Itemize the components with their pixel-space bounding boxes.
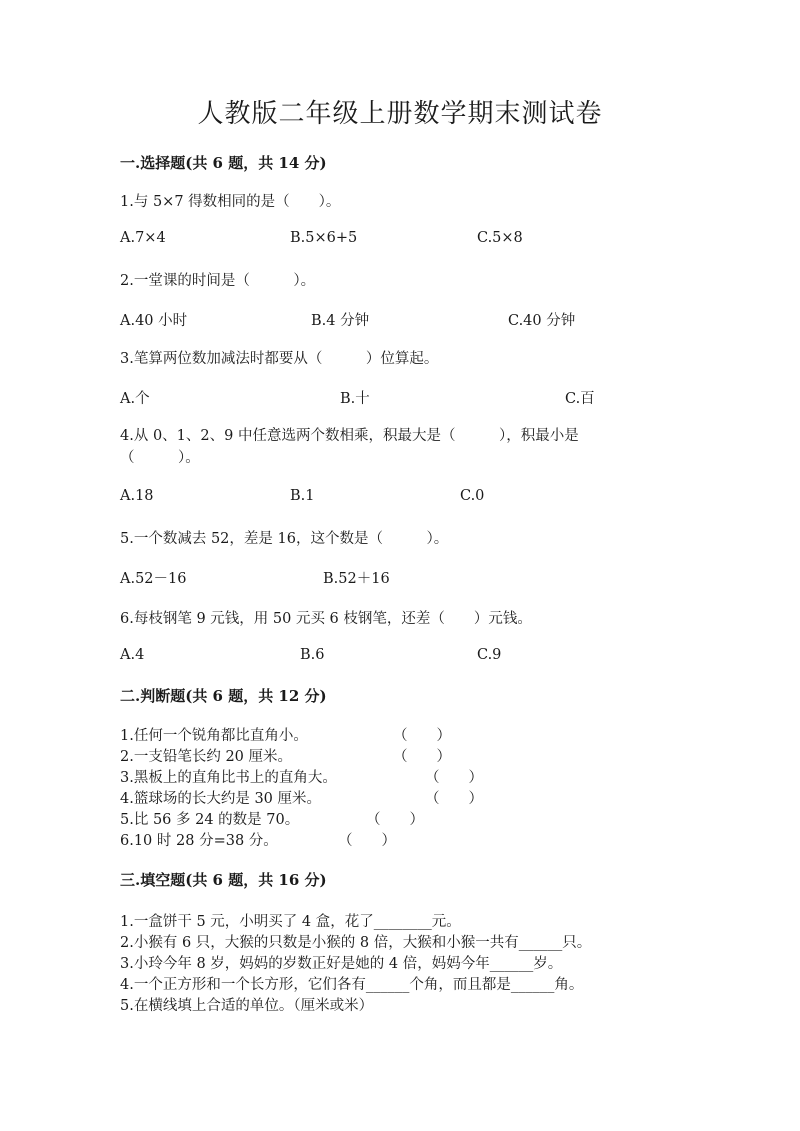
option-a: A.7×4 [120, 230, 166, 246]
judgement-item: 3.黑板上的直角比书上的直角大。 [120, 770, 337, 786]
question-text: 5.一个数减去 52，差是 16，这个数是（ ）。 [120, 531, 449, 547]
option-b: B.4 分钟 [311, 313, 370, 329]
option-a: A.个 [120, 391, 150, 407]
page-title: 人教版二年级上册数学期末测试卷 [197, 99, 603, 129]
judgement-item: 2.一支铅笔长约 20 厘米。 [120, 749, 293, 765]
question-text: 6.每枝钢笔 9 元钱，用 50 元买 6 枝钢笔，还差（ ）元钱。 [120, 611, 532, 627]
option-a: A.52－16 [120, 571, 187, 587]
option-c: C.5×8 [477, 230, 523, 246]
option-b: B.十 [340, 391, 370, 407]
fill-blank-item: 1.一盒饼干 5 元，小明买了 4 盒，花了________元。 [120, 914, 461, 930]
option-c: C.百 [565, 391, 595, 407]
option-b: B.1 [290, 488, 315, 504]
fill-blank-item: 2.小猴有 6 只，大猴的只数是小猴的 8 倍，大猴和小猴一共有______只。 [120, 935, 592, 951]
answer-parentheses: （ ） [425, 791, 483, 807]
answer-parentheses: （ ） [393, 728, 451, 744]
fill-blank-item: 3.小玲今年 8 岁，妈妈的岁数正好是她的 4 倍，妈妈今年______岁。 [120, 956, 563, 972]
option-a: A.40 小时 [120, 313, 188, 329]
question-text: 4.从 0、1、2、9 中任意选两个数相乘，积最大是（ ），积最小是（ ）。 [120, 428, 579, 466]
answer-parentheses: （ ） [338, 833, 396, 849]
fill-blank-item: 4.一个正方形和一个长方形，它们各有______个角，而且都是______角。 [120, 977, 584, 993]
question-text: 2.一堂课的时间是（ ）。 [120, 273, 316, 289]
answer-parentheses: （ ） [366, 812, 424, 828]
question-text: 1.与 5×7 得数相同的是（ ）。 [120, 194, 341, 210]
question-text: 3.笔算两位数加减法时都要从（ ）位算起。 [120, 351, 439, 367]
option-c: C.40 分钟 [508, 313, 576, 329]
option-b: B.6 [300, 647, 325, 663]
judgement-item: 6.10 时 28 分=38 分。 [120, 833, 278, 849]
judgement-item: 1.任何一个锐角都比直角小。 [120, 728, 308, 744]
section-heading-choice: 一.选择题(共 6 题，共 14 分) [120, 154, 327, 172]
option-b: B.52＋16 [323, 571, 390, 587]
answer-parentheses: （ ） [393, 749, 451, 765]
section-heading-judgement: 二.判断题(共 6 题，共 12 分) [120, 687, 327, 705]
option-c: C.9 [477, 647, 502, 663]
option-a: A.4 [120, 647, 145, 663]
judgement-item: 5.比 56 多 24 的数是 70。 [120, 812, 300, 828]
option-c: C.0 [460, 488, 485, 504]
option-b: B.5×6+5 [290, 230, 358, 246]
judgement-item: 4.篮球场的长大约是 30 厘米。 [120, 791, 322, 807]
fill-blank-item: 5.在横线填上合适的单位。（厘米或米） [120, 998, 374, 1014]
answer-parentheses: （ ） [425, 770, 483, 786]
section-heading-fill-blank: 三.填空题(共 6 题，共 16 分) [120, 871, 327, 889]
option-a: A.18 [120, 488, 154, 504]
